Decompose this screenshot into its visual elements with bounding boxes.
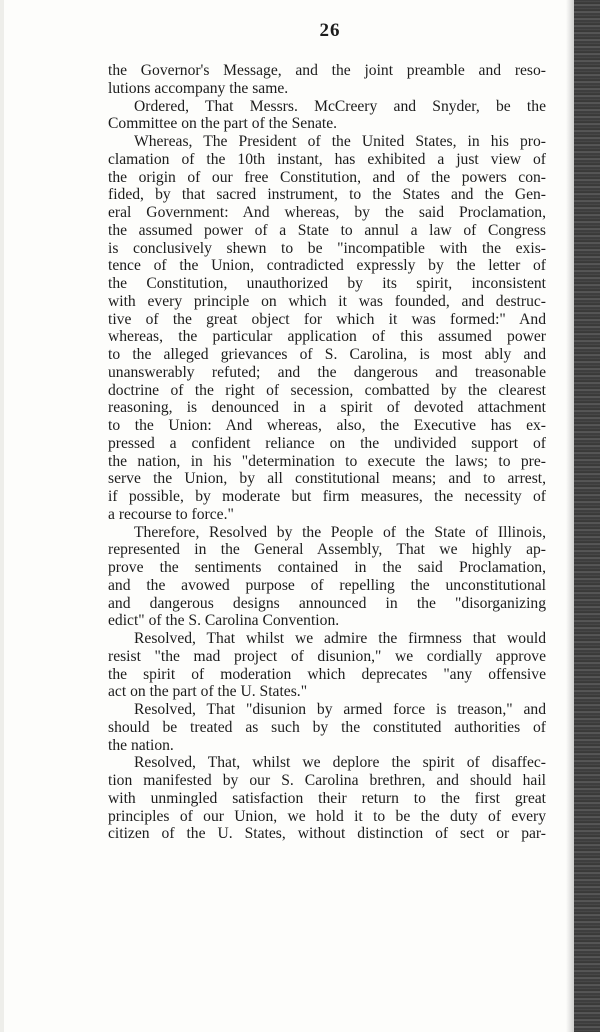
text-line: and the avowed purpose of repelling the unconstitutional [108,576,546,594]
text-line: and dangerous designs announced in the "disorganizing [108,594,546,612]
text-line: clamation of the 10th instant, has exhibited a just view of [108,150,546,168]
text-line: eral Government: And whereas, by the said Proclamation, [108,204,546,221]
text-line: edict" of the S. Carolina Convention. [108,612,340,630]
text-line: a recourse to force." [108,505,234,523]
text-line: the Governor's Message, and the joint preamble and reso- [108,62,546,79]
text-line: fided, by that sacred instrument, to the States and the Gen- [108,186,546,204]
text-line: citizen of the U. States, without distinction of sect or par- [108,825,546,843]
text-line: is conclusively shewn to be "incompatible with the exis- [108,239,546,257]
text-line: to the alleged grievances of S. Carolina, is most ably and [108,346,546,363]
text-line: Resolved, That, whilst we deplore the spirit of disaffec- [134,754,546,772]
body-text [108,62,546,843]
text-line: tive of the great object for which it was formed:" And [108,310,546,328]
page-number: 26 [319,20,341,41]
text-line: the origin of our free Constitution, and of the powers con- [108,168,546,186]
text-line: tence of the Union, contradicted expressly by the letter of [108,257,546,275]
text-line: doctrine of the right of secession, combatted by the clearest [108,381,546,399]
text-line: Whereas, The President of the United States, in his pro- [134,133,546,150]
text-line: resist "the mad project of disunion," we cordially approve [108,647,546,665]
text-line: serve the Union, by all constitutional means; and to arrest, [108,470,546,488]
text-line: tion manifested by our S. Carolina brethren, and should hail [108,772,546,789]
text-line: if possible, by moderate but firm measures, the necessity of [108,488,546,505]
text-line: with unmingled satisfaction their return to the first great [108,789,546,807]
text-line: Therefore, Resolved by the People of the State of Illinois, [134,523,546,541]
binding-shadow [566,0,574,1032]
text-line: the Constitution, unauthorized by its spirit, inconsistent [108,275,546,292]
text-line: to the Union: And whereas, also, the Executive has ex- [108,417,546,434]
text-line: the assumed power of a State to annul a law of Congress [108,221,546,239]
text-line: reasoning, is denounced in a spirit of devoted attachment [108,399,546,417]
text-line: Committee on the part of the Senate. [108,115,338,133]
text-line: prove the sentiments contained in the said Proclamation, [108,559,546,576]
text-line: Resolved, That whilst we admire the firmness that would [134,630,546,647]
text-line: the spirit of moderation which deprecates "any offensive [108,665,546,683]
text-line: act on the part of the U. States." [108,683,308,701]
text-line: whereas, the particular application of this assumed power [108,328,546,346]
text-line: should be treated as such by the constituted authorities of [108,718,546,736]
text-line: unanswerably refuted; and the dangerous and treasonable [108,363,546,381]
text-line: represented in the General Assembly, That we highly ap- [108,541,546,559]
text-line: with every principle on which it was founded, and destruc- [108,292,546,310]
page-edge [0,0,4,1032]
text-line: Resolved, That "disunion by armed force is treason," and [134,701,546,718]
text-line: pressed a confident reliance on the undivided support of [108,434,546,452]
text-line: lutions accompany the same. [108,79,289,97]
text-line: principles of our Union, we hold it to be the duty of every [108,807,546,825]
text-line: the nation. [108,736,174,754]
text-line: Ordered, That Messrs. McCreery and Snyder, be the [134,97,546,115]
text-line: the nation, in his "determination to execute the laws; to pre- [108,452,546,470]
binding-edge [574,0,600,1032]
